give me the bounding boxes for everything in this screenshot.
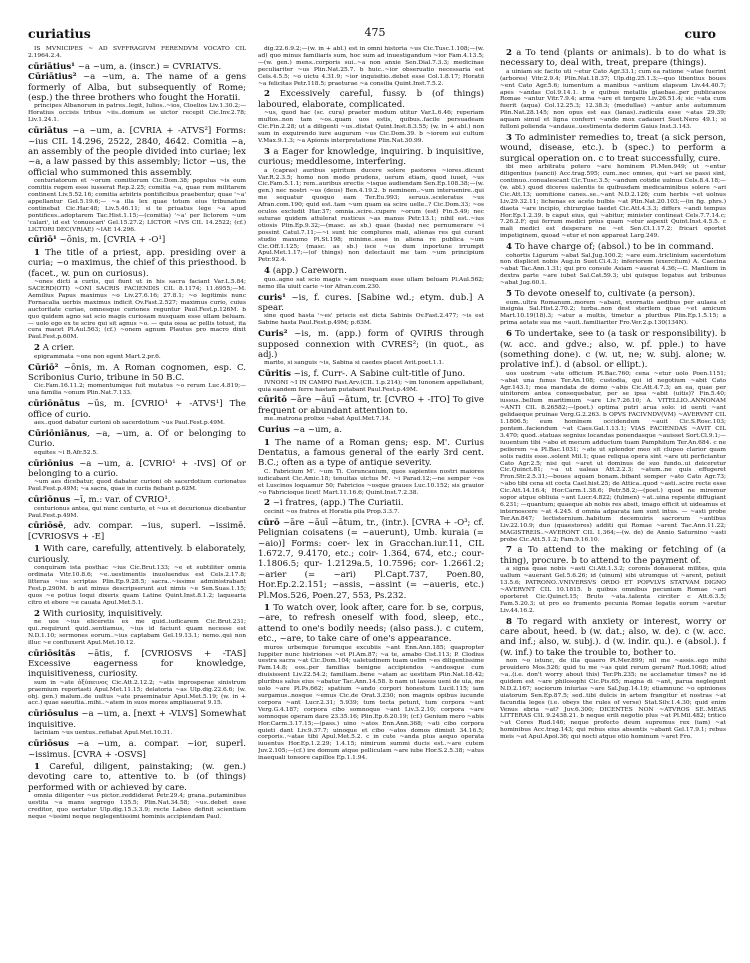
entry-text: centurionus antea, qui nunc centurio, et ~us et decurionus dicebantur Paul.Fest.p.49M.	[28, 505, 246, 519]
sense-definition	[258, 266, 484, 276]
entry-definition	[28, 72, 246, 103]
sense-definition	[28, 343, 246, 353]
headword: cūriō¹	[28, 235, 57, 246]
sense-definition	[500, 617, 726, 659]
entry-definition	[258, 395, 484, 416]
entry-text: The title of a priest, app. presiding over a curia; ~o maximus, the chief of this priesthood. b (facet., w. pun on curiosus).	[28, 247, 246, 279]
citation-block	[28, 383, 246, 397]
entry-text: With curiosity, inquisitively.	[39, 608, 163, 619]
headword: Cūritis	[258, 369, 291, 380]
entry-text: C. Fabricium M'. ~um Ti. Coruncanium, quos sapientes nostri maiores iudicabant Cic.Amic.18; tenuitas uictus M'. ~i Parad.12;—ne semper ~os et Luscinos loquamur 50; Fabricios ~osque graues Luc.10.152; sis grauior ~o Fabricioque licet! Mart.11.16.6; Quint.Inst.7.2.38.	[258, 468, 484, 496]
sense-number: 1	[34, 544, 40, 555]
sense-definition	[500, 545, 726, 566]
sense-definition	[500, 289, 726, 299]
entry-text: ~a ~um, a. [CVRIO¹ + -IVS] Of or belonging to a curio.	[28, 458, 246, 479]
sense-definition	[258, 438, 484, 469]
entry-text: me..matrona prolixe ~abat Apul.Met.7.14.	[264, 416, 391, 423]
sense-definition	[258, 147, 484, 168]
entry-definition	[28, 459, 246, 480]
entry-definition	[28, 521, 246, 542]
sense-definition	[28, 544, 246, 565]
sense-definition	[258, 498, 484, 508]
headword: cūrō	[258, 517, 280, 528]
citation-block	[28, 46, 246, 60]
entry-definition	[28, 62, 246, 72]
citation-block	[28, 793, 246, 821]
entry-text: , ~a, ~um, a. Of or belonging to Curio.	[28, 428, 246, 450]
citation-block	[28, 354, 246, 361]
headword: cūriōsus	[28, 739, 69, 750]
citation-block	[28, 103, 246, 124]
page-number: 475	[364, 26, 386, 39]
entry-definition	[28, 363, 246, 384]
citation-block	[28, 680, 246, 708]
sense-number: 1	[264, 437, 270, 448]
entry-text: equites ~i B.Afr.52.5.	[34, 449, 98, 456]
entry-definition	[28, 235, 246, 245]
entry-text: ~āre ~āuī ~ātum, tr., (intr.). [CVRA + -O³; cf. Pelignian coisatens (= ~auerunt), Umb. kuraia (= ~aio)] Forms: coer- lex in Gracchan.iur.11, CIL 1.672.7, 9.4170, etc.; coir- 1.364, 674, etc.; cour- 1.1806.5; qur- 1.2129a.5, 10.7596; cor- 1.2661.2; ~arier (= ~ari) Pl.Capt.737, Poen.80, Hor.Ep.2.2.151; ~assis, ~assint (= ~aueris, etc.) Pl.Mos.526, Poen.27, 553, Ps.232.	[258, 517, 484, 601]
entry-text: aes..quod dabatur curioni ob sacerdotium ~us Paul.Fest.p.49M.	[34, 419, 225, 426]
entry-definition	[28, 495, 246, 505]
citation-block	[500, 371, 726, 544]
running-header	[28, 26, 722, 42]
entry-text: eum..ultra Romanum..morem ~abant, exornatis aedibus per aulaea et insignia Sal.Hist.2.70.2; turba..non dest sterilem quae ~et amicum Mart.10.19(18).3; ~atur a multis, timetur a pluribus Plin.Ep.1.5.15; a prima aetate sua me ~auit..familiariter Fro.Ver.2.p.130(134N).	[500, 299, 726, 327]
entry-text: ~ōnis, m. [CVRIA + -O¹]	[56, 235, 166, 246]
entry-definition	[258, 518, 484, 601]
entry-definition	[28, 126, 246, 178]
entry-text: conquiram ista posthac ~ius Cic.Brut.133; ~e et subtiliter omnia ordinata Vitr.10.8.6; ~e..uestimentis inuoluendus est Cels.2.17.8; litteras ~ius scriptas Plin.Ep.9.28.5; sacra..~issime administrabant Fest.p.290M. b aut minus descripserunt aut nimis ~e Sen.Suas.1.15; quos ~e potius loqui dixeris quam Latine Quint.Inst.8.1.2; laquearia citro et ebore ~e cauata Apul.Met.5.1.	[28, 565, 246, 606]
entry-text: ne uos ~ius eliceretis ex me quid..iudicarem Cic.Brut.231; qui..requirunt quid..sentiamus, ~ius id faciunt quam necesse est N.D.1.10; sermones eorum..~ius captabam Gel.19.13.1; nemo..qui non illuc ~e confluxerit Apul.Met.10.12.	[28, 618, 246, 646]
citation-block	[258, 645, 484, 762]
entry-text: Cic.Fam.16.11.2; momentumque fuit mutatus ~o rerum Luc.4.819;—una familia ~onum Plin.Nat.7.133.	[28, 383, 246, 397]
entry-text: ~ūs, m. [CVRIO¹ + -ATVS¹] The office of curio.	[28, 399, 246, 420]
headword: cūriātius¹	[28, 61, 75, 72]
headword: cūritō	[258, 395, 287, 406]
entry-text: ~ātis, f. [CVRIOSVS + -TAS] Excessive eagerness for knowledge, inquisitiveness, curiosity.	[28, 648, 246, 680]
entry-definition	[28, 649, 246, 680]
citation-block	[258, 380, 484, 394]
entry-text: ~a ~um, a.	[289, 425, 342, 436]
sense-number: 3	[506, 132, 512, 143]
entry-text: ~āre ~āuī ~ātum, tr. [CVRO + -ITO] To give frequent or abundant attention to.	[258, 395, 484, 416]
headword: cūriōsitās	[28, 648, 76, 659]
entry-text: IS MVNICIPES ~ AD SVFFRAGIVM FERENDVM VOCATO CIL 2.1964.2.4.	[28, 46, 246, 59]
entry-text: ibi meo arbitratu potero ~are hominem Pl.Men.949; ut ~entur diligentius (sancii) Acc.trag.595; cum..nec omnes, qui ~ari se passi sint, continuo..conualescant Cic.Tusc.3.5; ~andum cotidie uulnus Cels.8.4.18;—(w. abl.) quod diceres ualentis te quibusdam medicaminibus solere ~ari Cic.Att.13; uomitione canes..se..~ant N.D.2.126; cum herbis ~et uolnus Liv.29.32.11; lichenas ex aceto bulbis ~at Plin.Nat.20.103;—(in fig. phrs.) diaeta ~are incipio, chirurgiae taedet Cic.Att.4.3.3; differs ~andi tempus Hor.Ep.1.2.39. b caput eius, qui ~abitur, minister contineat Cels.7.7.14.c; 7.26.2.F; qui ferrum medici prius quam ~etur aspexit Quint.Inst.4.5.5. c mali medici est desperare ne ~et Sen.Cl.1.17.2; fricari oportet impetiginem, quoad ~etur et non appareat Larg.249.	[500, 164, 726, 240]
entry-text: uos uostrum ~ate officium Pl.Bac.760; cena ~etur uolo Poen.1151; ~abat una funus Ter.An.108; custodia, qui id negotium ~abit Cato Agr.143.1; mea mandata de domo ~abis Cic.Att.4.7.3; an ea, quae per uinitorem antea consequebatur, per se ipsa ~abit (uitis)? Fin.5.40; iussus..bellum maritimum ~are Liv.7.26.10; A. VITELLIO..ANNONAM ~ANTI CIL 8.26582;—(poet.) optima putri arua solo: id uenti ~ant gelidaeque pruinae Verg.G.2.263. b OPVS FACIVNDV(VM) ~AVERVNT CIL 1.1806.5; eum hominem occidendum ~auit Cic.S.Rosc.103; pontem..faciendum ~at Caes.Gal.1.13.1; VIAS FACIENDAS ~AVIT CIL 3.470; quod..statuas segnius locandas ponendasque ~auisset Sort.Cl.9.1;—iuuentum tibi ~abo et mecum adductum tuam Pamphilum Ter.An.684. c ne peiierem ~a Pl.Bac.1031; ~ate ut splendor meo sit clupeo clarior quam solis radiis esse..solent Mil.1; quae reliqua opera sint ~are uti perficiantur Cato Agr.2.5; nisi qui ~aret ut dominus de suo fundo..ui deiceretur Cic.Quinct.81; ~a ut ualeas Att.2.2.3; ~atum..ne quis effugeret Fron.Str.2.5.31;—boues aquam bonam..bibant semper ~ato Cato Agr.73; ~abo tibi cena sit cocta Cael.hist.25; de Attica..quod ~asti..scire recte esse Cic.Att.14.16.4; Hor.Carm.1.38.6; Petr.58.2;—(poet.) quod ne miremur sopor atque obliuia ~ant Lucr.4.822; (fulmen) ~at..uina repente diffugiant 6.231; —quantum; quaeque ab nobis res absit, imago efficit ut uideamus et internoscere ~at 4.245. d omnia adparata iam sunt intus. — ~asti probe Ter.An.847; lectisternium..habitum decemuiris sacrorum ~antibus Liv.22.10.9; duo (quaestores) additi qui Romae ~arent Tac.Ann.11.22; MAGISTREIS..~AVERONT CIL 1.364;—(w. de) de Annio Saturnino ~asti probe Cic.Att.5.1.2; Fam.9.16.10.	[500, 370, 726, 543]
sense-definition	[28, 248, 246, 279]
citation-block	[500, 658, 726, 741]
citation-block	[28, 565, 246, 606]
citation-block	[28, 479, 246, 493]
sense-number: 1	[264, 603, 270, 613]
entry-definition	[258, 369, 484, 379]
entry-text: ~is, m. (app.) form of QVIRIS through supposed connexion with CVRES²; (in quot., as adj.)	[258, 329, 484, 360]
entry-text: marite, si sanguis ~is, Sabina si caedes placet Avit.poet.1.1.	[264, 360, 444, 367]
entry-text: a uiniam sic facito uti ~etur Cato Agr.33.1; cum ea ratione ~atae fuerint (arbores) Vitr.2.9.4; Plin.Nat.18.37; Ulp.dig.25.1.3;—quo libentius boues ~ent Cato Agr.5.6; iumentum a manibus ~antium elapsum Liv.44.40.7; apes ~andas Col.9.14.1. b e quibus metallis glaebae..per publicanos Romae ~antur Vitr.7.9.4; arma ~are et tergere Liv.26.51.4; sic ~ata cum fuerit (aqua) Col.12.25.3; 12.38.3; (medullae) ~antur ante autumnum Plin.Nat.28.145; non opus est eas (lanas)..radicula esse ~atas 29.39; aquam simul et ligna conferri ~ando mox cadaueri Suet.Nero 49.1; si fulloni polienda ~andaue..uestimenta dederim Gaius Inst.3.143.	[500, 68, 726, 131]
entry-text: To administer remedies to, treat (a sick person, wound, disease, etc.). b (spec.) to perform a surgical operation on. c to treat successfully, cure.	[500, 132, 726, 164]
headword: cūriōnātus	[28, 399, 80, 410]
headword: cūriōnius	[28, 458, 74, 469]
entry-text: To regard with anxiety or interest, worry or care about, heed. b (w. dat.; also, w. de). c (w. acc. and inf.; also, w. subj.). d (w. indir. qu.). e (absol.). f (w. inf.) to take the trouble to, bother to.	[500, 616, 726, 658]
entry-text: ~us, quod hac (sc. cura) praeter modum utitur Var.L.6.46; reperiam multos..non tam ~os..quam uos estis, quibus..facile persuadeam Cic.Fin.2.28; ut a diligenti ~us..distat Quint.Inst.8.3.55; (w. in + abl.) non sum in exquirendo iure augurum ~us Cic.Dom.39. b ~iorem sui cultum V.Max.9.1.3; ~a Apionis interpretatione Plin.Nat.30.99.	[258, 110, 484, 144]
sense-number: 2	[34, 343, 40, 354]
sense-number: 2	[264, 89, 270, 100]
headword: Cūriō²	[28, 362, 59, 373]
entry-text: muros urbemque forumque excubiis ~ant Enn.Ann.185; quapropter Iuppiter nunc histriones ~et Pl.Am.87; ~a te, amabo Cist.113; P. Clodius uestra sacra ~at Cic.Dom.104; ualetudinem tuam uelim ~es diligentissime Fam.14.8; eos..per familias benigne accipiendos ~andosque cum diuisissent Liv.22.54.2; familiam..bene ~atam ac uestitam Plin.Nat.18.42; pluribus salus eius ~abatur Tac.Ann.14.58. b nam ut lassus ueni de uia, me uolo ~are Pl.Ps.662; spatium ~ando corpori honestum Lucil.115; iam surgamus..nosque ~emus Cic.de Orat.3.230; non magnis opibus iucunde corpora ~ant Lucr.2.31; 5.939; tum tecta petunt, tum corpora ~ant Verg.G.4.187; corpora cibo somnoque ~ant Liv.3.2.10; corpora ~are somnoque operam dare 23.35.16; Plin.Ep.6.20.19; (cf.) Genium mero ~abis Hor.Carm.3.17.15;—(pass.) uino ~atos Enn.Ann.368; ~ati cibo corpora quieti dant Liv.9.37.7; uinoque et cibo ~atos domos dimisit 34.16.5; corporis..~atae tibi Apul.Met.5.2. c in cute ~anda plus aequo operata iuuentus Hor.Ep.1.2.29; 1.4.15; nimirum summi ducis est..~are cutem Juv.2.105;—(cf.) ire domum atque pelliculam ~are iube Hor.S.2.5.38; ~atus inaequali tonsore capillos Ep.1.1.94.	[258, 644, 484, 762]
entry-text: To devote oneself to, cultivate (a person).	[511, 289, 696, 300]
entry-text: omnia diligenter ~us pictor..reddiderat Petr.29.4; grana..putaminibus uestita ~a manu segrego 135.5; Plin.Nat.34.58; ~us..debet esse creditor, quo uertatur Ulp.dig.15.3.3.9; recte Labeo definit scientiam neque ~issimi neque neglegentissimi hominis accipiendam Paul.	[28, 793, 246, 820]
column-right	[500, 46, 726, 951]
entry-text: To have charge of; (absol.) to be in command.	[511, 242, 714, 253]
entry-definition	[28, 399, 246, 420]
sense-number: 8	[506, 616, 512, 627]
sense-number: 6	[506, 329, 512, 340]
citation-block	[28, 420, 246, 427]
headword: curis¹	[258, 292, 286, 303]
entry-text: ~is, f. cures. [Sabine wd.; etym. dub.] A spear.	[258, 292, 484, 313]
entry-text: principes Albanorum in patres..legit, Iulios..~ios, Cloelios Liv.1.30.2;—Horatius occisis tribus ~iis..domum se uictor recepit Cic.Inv.2.78; Liv.1.24.1.	[28, 103, 246, 124]
entry-definition	[28, 429, 246, 450]
entry-text: ~a ~um, a. The name of a gens formerly of Alba, but subsequently of Rome; (esp.) the three brothers who fought the Horatii.	[28, 72, 246, 104]
sense-number: 4	[506, 242, 512, 253]
entry-text: a signa quae nobis ~asti Ci.Att.1.3.2; coronis donauerat milites, quia uallum ~auerant Gel.5.6.26; id (uinum) sibi utrumque ut ~arent, petiuit 13.5.6; PATRONO..VNIVERSVS ORDO ET POPVLVS STATVAM DIGNO ~AVERVNT CIL 10.1815. b quibus omnibus pecuniam Romae ~ari oporteret Cic.Quinct.15; Bruto ~ata..talenta circiter c Att.6.3.5; Fam.5.20.3; ut pro eo frumento pecunia Romae legatis eorum ~aretur Liv.44.16.2.	[500, 566, 726, 614]
headword: Curius	[258, 425, 290, 436]
sense-definition	[258, 603, 484, 645]
sense-number: 1	[34, 247, 40, 258]
entry-text: ~a ~um, a. compar. ~ior, superl. ~issimus. [CVRA + -OSVS]	[28, 739, 246, 760]
entry-text: a To attend to the making or fetching of (a thing), procure. b to attend to the payment of.	[500, 545, 726, 566]
sense-number: 2	[506, 48, 512, 58]
entry-text: To watch over, look after, care for. b se, corpus, ~are, to refresh oneself with food, sleep, etc., attend to one's bodily needs; (also pass.). c cutem, etc., ~are, to take care of one's appearance.	[258, 603, 484, 645]
entry-text: Excessively careful, fussy. b (of things) laboured, elaborate, complicated.	[258, 89, 484, 110]
sense-definition	[28, 762, 246, 793]
entry-text: sum in ~ate ὀξύπεινος Cic.Att.2.12.2; ~atis inprosperae sinistrum praemium reportasti Apul.Met.11.15; delatoria ~as Ulp.dig.22.6.6; (w. obj. gen.) malum..de uultus ~ate praeminatur Apul.Met.5.19; (w. in + acc.) quae saeuitia..mihi..~atem in suos mores ampliauerat 9.15.	[28, 679, 246, 707]
headword: cūriōsē	[28, 521, 64, 532]
entry-text: non ~o istunc, de illa quaero Pl.Mer.899; nil me ~assis..ego mihi prouidero Mos.526; quid tu me ~as quid rerum geram? Rud.1068; aliud ~a..(i.e. don't worry about this) Ter.Ph.235; ne acclametur times? ne id quidem est ~are philosophi Cic.Pis.65; magna di ~ant, parua neglegunt N.D.2.167; sociorum iniurias ~are Sal.Jug.14.19; etiamnunc ~o opiniones uiatorum Sen.Ep.87.5; sed..tibi dulcis in artem frangitur et nostras ~at facundia leges (i.e. obeys the rules of verse) Stat.Silv.1.4.30; quid enim Venus ebria ~at? Juv.6.300; DICENTES NON ~ATVROS SE..MEAS LITTERAS CIL 9.2438.21. b neque erili negotio plus ~at Pl.Mil.482; tritico ~at Ceres Rud.146; neque profecto deum supremus rex (iam) ~at hominibus Acc.trag.143; qui rebus eius absentis ~abant Gel.17.9.1; rebus meis ~at Apul.Apol.36; qui nocti atque otio hominum ~aret Fro.	[500, 658, 726, 741]
entry-text: IVNONI ~I IN CAMPO Fast.Arv.(CIL 1.p.214); ~im Iunonem appellabant, quia eandem ferre hastam putabant Paul.Fest.p.49M.	[258, 379, 484, 393]
entry-text: , adv. compar. ~ius, superl. ~issimē. [CVRIOSVS + -E]	[28, 521, 246, 542]
citation-block	[500, 164, 726, 240]
citation-block	[28, 730, 246, 737]
entry-text: ~a ~um, a. (inscr.) = CVRIATVS.	[74, 61, 222, 72]
entry-text: ~a ~um, a. [CVRIA + -ATVS²] Forms: ~ius CIL 14.296, 2522, 2840, 4642. Comitia ~a, an assembly of the people divided into curiae; lex ~a, a law passed by this assembly; lictor ~us, the official who summoned this assembly.	[28, 126, 246, 178]
entry-text: A crier.	[39, 343, 75, 354]
entry-text: ~i fratres, (app.) The Curiatii.	[269, 498, 404, 509]
entry-definition	[258, 329, 484, 360]
citation-block	[258, 313, 484, 327]
headword: Cūriōniānus	[28, 428, 88, 439]
sense-definition	[500, 242, 726, 252]
entry-text: ~ōnis, m. A Roman cognomen, esp. C. Scribonius Curio, tribune in 50 B.C.	[28, 362, 246, 383]
citation-block	[28, 619, 246, 647]
headword: cūriōnus	[28, 495, 71, 506]
citation-block	[28, 178, 246, 233]
citation-block	[500, 300, 726, 328]
citation-block	[258, 277, 484, 291]
entry-definition	[258, 293, 484, 314]
sense-number: 2	[264, 498, 270, 509]
sense-number: 4	[264, 266, 270, 277]
sense-definition	[500, 48, 726, 69]
sense-number: 3	[264, 146, 270, 157]
column-left	[28, 46, 246, 951]
citation-block	[258, 360, 484, 367]
citation-block	[500, 566, 726, 614]
entry-text: laciniam ~us uentus..reflabat Apul.Met.10.31.	[34, 730, 173, 737]
citation-block	[28, 506, 246, 520]
entry-text: a (capras) auribus spiritum ducere solere pastores ~iores..dicunt Var.R.2.3.5; homo non modo prudens, uerum etiam, quod iuuet, ~us Cic.Fam.5.1.1; rem..auribus erectis ~isque audiendam Sen.Ep.108.38;—(w. gen.) nec nostri ~us (deus) Ben.4.19.2. b neminem..~um interuenire..qui me sequatur quoquo eam Ter.Eu.993; seruus..sceleratus ~us Afran.com.190; quid est..tam ~um quam ea scire uelle..? Cic.Dom.33; ~os oculos excludit Har.37; omnia..scire..cupere ~orum (est) Fin.5.49; nec suturae quidem attulerat rusticus ~as manus Petr.13.1; nihil est..~ius otiosis Plin.Ep.9.32;—(masc. as sb.) quae (basia) nec pernumerare ~i possint Catul.7.11;—~i sunt hic complures mali, alienas res qui curant studio maxumo Pl.St.198; minime..esse in aliena re publica ~um Cic.Off.1.125; (masc. as sb.) isce ~us dum inportune irrumpit Apul.Met.1.17;—(of things) non delectauit me tam ~um principium Petr.92.4.	[258, 167, 484, 264]
sense-number: 5	[506, 289, 512, 300]
citation-block	[258, 509, 484, 516]
citation-block	[258, 110, 484, 145]
sense-number: 7	[506, 545, 512, 556]
citation-block	[28, 450, 246, 457]
citation-block	[258, 469, 484, 497]
sense-definition	[500, 133, 726, 164]
sense-definition	[258, 89, 484, 110]
citation-block	[258, 46, 484, 87]
entry-text: sine quod hasta '~es' priscis est dicta Sabinis Ov.Fast.2.477; ~is est Sabine hasta Paul.Fest.p.49M; p.63M.	[258, 313, 484, 327]
entry-definition	[28, 739, 246, 760]
entry-text: (app.) Careworn.	[269, 266, 347, 277]
entry-text: cecinit ~os fratres et Horatia pila Prop.3.3.7.	[264, 508, 400, 515]
sense-definition	[500, 329, 726, 371]
entry-text: a Eager for knowledge, inquiring. b inquisitive, curious; meddlesome, interfering.	[258, 146, 484, 168]
citation-block	[258, 416, 484, 423]
headword: cūriōsulus	[28, 709, 79, 720]
entry-text: ~ones dicti a curiis, qui fiunt ut in his sacra faciant Var.L.5.84; SACERD(OTI) ~ONI SACRIS FACIENDIS CIL 8.1174; 11.6955;—M. Aemilius Papus maximus ~o Liv.27.6.16; 27.8.1; ~o legitimis nunc Fornacalia uerbis maximus indicit Ov.Fast.2.527; maximus curio, cuius auctoritate curiae, omnesque curiones reguntur Paul.Fest.p.126M. b quo quidem agno sat scio magis curiosam nusquam esse ullam beluam. — uolo ego ex te scire qui sit agnus ~o. — quia ossa ac pellis totust, ita cura macet Pl.Aul.563; (cf.) ~onem agnum Plautus pro macro dixit Paul.Fest.p.60M.	[28, 279, 246, 341]
entry-text: ~ī, m.: var. of CVRIO¹.	[70, 495, 171, 506]
entry-text: ~a ~um, a. [next + -VLVS] Somewhat inquisitive.	[28, 709, 246, 730]
sense-definition	[28, 609, 246, 619]
entry-text: To undertake, see to (a task or responsibility). b (w. acc. and gdve.; also, w. pf. pple.) to have (something done). c (w. ut, ne; w. subj. alone; w. prolative inf.). d (absol. or ellipt.).	[500, 329, 726, 371]
entry-text: With care, carefully, attentively. b elaborately, curiously.	[28, 544, 246, 565]
entry-text: a To tend (plants or animals). b to do what is necessary to, deal with, treat, prepare (things).	[500, 48, 726, 69]
citation-block	[28, 279, 246, 341]
entry-text: Careful, diligent, painstaking; (w. gen.) devoting care to, attentive to. b (of things) performed with or achieved by care.	[28, 761, 246, 793]
right-guide-word: curo	[684, 26, 716, 41]
headword: Curis²	[258, 329, 288, 340]
citation-block	[258, 168, 484, 265]
entry-definition	[258, 425, 484, 435]
column-middle	[258, 46, 484, 951]
left-guide-word: curiatius	[28, 26, 91, 41]
headword: Cūriātius²	[28, 72, 77, 83]
entry-text: ~um aes dicebatur, quod dabatur curioni ob sacerdotium curionatus Paul.Fest.p.49M; ~a sacra, quae in curiis fiebant p.62M.	[28, 479, 246, 493]
entry-text: epigrammata ~one non egent Mart.2.pr.6.	[34, 353, 161, 360]
entry-text: cohortis Ligurum ~abat Sal.Jug.100.2; ~are eum..triclinium sacerdotum non displicet nobis Aug.in Suet.Cl.4.3; inferiorem (exercitum) A. Caecina ~abat Tac.Ann.1.31; qui pro consule Asiam ~auerat 4.36;—C. Manlium in dextra parte ~are iubet Sal.Cat.59.3; ubi quisque legatus aut tribunus ~abat Jug.60.1.	[500, 252, 726, 287]
sense-number: 1	[34, 761, 40, 772]
headword: cūriātus	[28, 126, 68, 137]
citation-block	[500, 69, 726, 131]
entry-text: centuriatorum et ~orum comitiorum Cic.Dom.38; populus ~is eum comitiis regem esse iusserat Rep.2.25; comitia ~a, quae rem militarem continent Liv.5.52.16; comitia arbitris pontificibus praebentur, quae '~a' appellantur Gel.5.19.6;— ~a illa lex quae totum eius tribunatum continebat Cic.Har.48; Liv.5.46.11; si te priuatus lege ~a apud pontifices..adoptarem Tac.Hist.1.15;—(comitia) '~a' per lictorem ~um 'calari', id est 'conuocari' Gel.15.27.2; LICTOR ~IVS CIL 14.2522; (cf.) LICTORI DEC(VRIAE) ~IAE 14.296.	[28, 178, 246, 233]
entry-text: The name of a Roman gens; esp. M'. Curius Dentatus, a famous general of the early 3rd cent. B.C.; often as a type of antique severity.	[258, 437, 484, 469]
entry-text: dig.22.6.9.2;—(w. in + abl.) est in omni historia ~us Cic.Tusc.1.108;—(w. ad) quo minus familiaris sum, hoc sum ad inuestigandum ~ior Fam.4.13.5;—(w. gen.) mens..corporis sui..~a non anxie Sen.Dial.7.3.3; medicinae peculiariter ~us Plin.Nat.25.7. b huic..~ior obseruatio necessaria est Cels.4.5.5; ~o uictu 4.31.9; ~ior inquisitio..debet esse Col.1.8.17; Horatii ~a felicitas Petr.118.5; praeturae ~a consilia Quint.Inst.7.5.2.	[258, 46, 484, 87]
sense-number: 2	[34, 608, 40, 619]
entry-text: quo..agno sat scio magis ~am nusquam esse ullam beluam Pl.Aul.562; nemo illa uiuit carie ~ior Afran.com.230.	[258, 276, 484, 290]
citation-block	[500, 253, 726, 288]
entry-definition	[28, 709, 246, 730]
entry-text: ~is, f. Curr-. A Sabine cult-title of Juno.	[290, 369, 466, 380]
